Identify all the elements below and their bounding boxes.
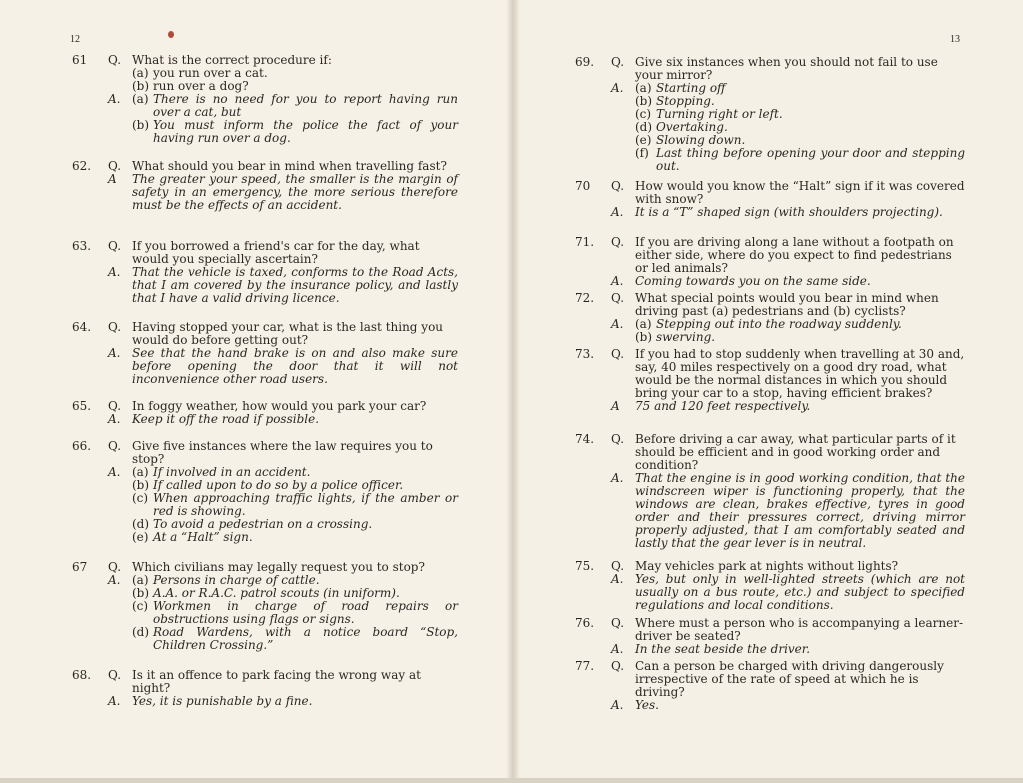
answer-row <box>575 206 965 219</box>
question-row <box>72 54 458 93</box>
answer-body <box>635 643 965 656</box>
answer-label: A. <box>611 274 624 288</box>
sub-text: Workmen in charge of road repairs or obstructions using flags or signs. <box>153 599 458 626</box>
question-text: Which civilians may legally request you to stop? <box>132 560 425 574</box>
sub-letter: (d) <box>132 625 150 639</box>
answer-body <box>132 93 458 145</box>
question-text: Can a person be charged with driving dangerously irrespective of the rate of speed at which he is driving? <box>635 659 944 699</box>
qa-item <box>72 54 458 145</box>
answer-row <box>575 400 965 413</box>
sub-letter: (b) <box>132 586 150 600</box>
question-number: 70 <box>575 179 591 193</box>
sub-letter: (e) <box>635 133 652 147</box>
answer-text: It is a “T” shaped sign (with shoulders projecting). <box>635 205 943 219</box>
answer-spacer <box>72 347 108 386</box>
answer-sub-item <box>132 626 458 652</box>
answer-spacer <box>575 573 611 612</box>
sub-letter: (f) <box>635 146 649 160</box>
sub-text: To avoid a pedestrian on a crossing. <box>153 517 373 531</box>
question-text: What special points would you bear in mind when driving past (a) pedestrians and (b) cyclists? <box>635 291 939 318</box>
page-number-left: 12 <box>70 34 80 45</box>
answer-row <box>575 643 965 656</box>
question-label: Q. <box>611 55 625 69</box>
answer-label: A. <box>108 412 121 426</box>
answer-label: A. <box>611 317 624 331</box>
question-body <box>132 440 458 466</box>
answer-label: A <box>611 399 620 413</box>
answer-spacer <box>72 266 108 305</box>
sub-letter: (c) <box>635 107 652 121</box>
question-row <box>575 433 965 472</box>
answer-body <box>132 574 458 652</box>
answer-spacer <box>72 574 108 652</box>
book-gutter <box>506 0 520 783</box>
qa-item <box>72 321 458 386</box>
sub-letter: (a) <box>132 573 149 587</box>
answer-body <box>635 400 965 413</box>
answer-label: A. <box>108 694 121 708</box>
question-text: What should you bear in mind when travelling fast? <box>132 159 447 173</box>
question-number: 65. <box>72 399 92 413</box>
answer-spacer <box>575 643 611 656</box>
answer-sub-item <box>132 531 458 544</box>
question-text: If you had to stop suddenly when travelling at 30 and, say, 40 miles respectively on a good dry road, what would be the normal distances in which you should bring your car to a stop, having efficient brakes? <box>635 347 965 400</box>
sub-text: Turning right or left. <box>656 107 783 121</box>
answer-label: A. <box>108 346 121 360</box>
answer-text: 75 and 120 feet respectively. <box>635 399 811 413</box>
answer-row <box>72 173 458 212</box>
answer-spacer <box>72 173 108 212</box>
sub-letter: (a) <box>635 317 652 331</box>
answer-sub-item <box>132 492 458 518</box>
answer-sub-item <box>635 331 965 344</box>
question-row <box>72 669 458 695</box>
question-row <box>575 660 965 699</box>
answer-spacer <box>72 466 108 544</box>
answer-text: Yes, it is punishable by a fine. <box>132 694 313 708</box>
answer-row <box>575 699 965 712</box>
question-label: Q. <box>611 291 625 305</box>
page-number-right: 13 <box>950 34 960 45</box>
answer-text: That the engine is in good working condition, that the windscreen wiper is functioning properly, that the windows are clean, brakes effective, tyres in good order and their pressures correct, driving mirror properly adjusted, that I am comfortably seated and lastly that the gear lever is in neutral. <box>635 471 965 550</box>
answer-label: A. <box>611 642 624 656</box>
question-number: 63. <box>72 239 92 253</box>
answer-spacer <box>575 699 611 712</box>
answer-row <box>72 347 458 386</box>
question-row <box>575 236 965 275</box>
sub-text: If called upon to do so by a police officer. <box>153 478 404 492</box>
question-number: 76. <box>575 616 595 630</box>
question-body <box>635 180 965 206</box>
question-number: 72. <box>575 291 595 305</box>
question-text: In foggy weather, how would you park your car? <box>132 399 427 413</box>
answer-label: A. <box>108 265 121 279</box>
question-label: Q. <box>108 320 122 334</box>
sub-text: Last thing before opening your door and stepping out. <box>656 146 965 173</box>
sub-text: Slowing down. <box>656 133 746 147</box>
answer-body <box>132 173 458 212</box>
question-body <box>635 348 965 400</box>
question-label: Q. <box>611 659 625 673</box>
sub-letter: (a) <box>132 92 149 106</box>
answer-text: Yes. <box>635 698 659 712</box>
answer-text: That the vehicle is taxed, conforms to the Road Acts, that I am covered by the insurance policy, and lastly that I have a valid driving licence. <box>132 265 458 305</box>
answer-row <box>575 573 965 612</box>
question-label: Q. <box>108 668 122 682</box>
question-row <box>72 321 458 347</box>
qa-item <box>72 440 458 544</box>
answer-label: A. <box>108 573 121 587</box>
answer-label: A. <box>108 465 121 479</box>
question-text: Give five instances where the law requires you to stop? <box>132 439 433 466</box>
answer-body <box>635 82 965 173</box>
question-label: Q. <box>108 399 122 413</box>
answer-body <box>635 573 965 612</box>
answer-label: A. <box>611 572 624 586</box>
answer-label: A <box>108 172 117 186</box>
question-body <box>132 321 458 347</box>
answer-spacer <box>575 472 611 550</box>
question-row <box>575 56 965 82</box>
qa-item <box>575 433 965 550</box>
question-text: May vehicles park at nights without lights? <box>635 559 899 573</box>
answer-spacer <box>72 93 108 145</box>
question-label: Q. <box>611 179 625 193</box>
sub-text: Road Wardens, with a notice board “Stop, Children Crossing.” <box>153 625 458 652</box>
question-text: Give six instances when you should not fail to use your mirror? <box>635 55 938 82</box>
question-text: What is the correct procedure if: <box>132 53 332 67</box>
qa-item <box>72 400 458 426</box>
question-text: Where must a person who is accompanying a learner-driver be seated? <box>635 616 964 643</box>
answer-body <box>132 347 458 386</box>
right-page <box>512 0 1023 783</box>
sub-letter: (a) <box>132 66 149 80</box>
answer-row <box>72 413 458 426</box>
question-body <box>635 617 965 643</box>
answer-spacer <box>575 400 611 413</box>
sub-text: You must inform the police the fact of your having run over a dog. <box>153 118 458 145</box>
sub-letter: (a) <box>132 465 149 479</box>
answer-body <box>132 466 458 544</box>
answer-spacer <box>575 275 611 288</box>
question-text: If you borrowed a friend's car for the day, what would you specially ascertain? <box>132 239 420 266</box>
answer-sub-item <box>132 600 458 626</box>
sub-text: you run over a cat. <box>153 66 268 80</box>
qa-item <box>72 240 458 305</box>
answer-body <box>635 275 965 288</box>
question-label: Q. <box>611 559 625 573</box>
question-label: Q. <box>108 53 122 67</box>
question-label: Q. <box>611 347 625 361</box>
question-number: 68. <box>72 668 92 682</box>
question-number: 73. <box>575 347 595 361</box>
answer-row <box>72 266 458 305</box>
question-number: 71. <box>575 235 595 249</box>
question-text: Having stopped your car, what is the last thing you would do before getting out? <box>132 320 444 347</box>
sub-text: There is no need for you to report having run over a cat, but <box>153 92 458 119</box>
answer-label: A. <box>108 92 121 106</box>
question-body <box>132 54 458 93</box>
question-row <box>72 240 458 266</box>
answer-sub-item <box>132 93 458 119</box>
sub-letter: (b) <box>132 79 150 93</box>
answer-label: A. <box>611 471 624 485</box>
question-number: 67 <box>72 560 88 574</box>
question-label: Q. <box>108 560 122 574</box>
sub-text: run over a dog? <box>153 79 249 93</box>
answer-row <box>575 275 965 288</box>
sub-text: Persons in charge of cattle. <box>153 573 320 587</box>
question-label: Q. <box>108 439 122 453</box>
sub-text: Stepping out into the roadway suddenly. <box>656 317 902 331</box>
answer-spacer <box>72 413 108 426</box>
sub-text: swerving. <box>656 330 716 344</box>
qa-item <box>72 561 458 652</box>
question-number: 77. <box>575 659 595 673</box>
sub-text: If involved in an accident. <box>153 465 311 479</box>
answer-row <box>72 574 458 652</box>
answer-spacer <box>72 695 108 708</box>
question-text: If you are driving along a lane without a footpath on either side, where do you expect to find pedestrians or led animals? <box>635 235 954 275</box>
answer-row <box>575 318 965 344</box>
answer-text: See that the hand brake is on and also make sure before opening the door that it will not inconvenience other road users. <box>132 346 458 386</box>
sub-text: At a “Halt” sign. <box>153 530 253 544</box>
qa-item <box>575 56 965 173</box>
sub-letter: (e) <box>132 530 149 544</box>
question-row <box>72 440 458 466</box>
answer-body <box>635 318 965 344</box>
qa-item <box>575 180 965 219</box>
answer-text: Coming towards you on the same side. <box>635 274 871 288</box>
question-number: 61 <box>72 53 88 67</box>
answer-body <box>132 413 458 426</box>
answer-body <box>132 695 458 708</box>
sub-text: Stopping. <box>656 94 715 108</box>
answer-text: Yes, but only in well-lighted streets (which are not usually on a bus route, etc.) and subject to specified regulations and local conditions. <box>635 572 965 612</box>
qa-item <box>575 660 965 712</box>
sub-text: When approaching traffic lights, if the amber or red is showing. <box>153 491 458 518</box>
answer-row <box>72 695 458 708</box>
answer-body <box>635 206 965 219</box>
answer-body <box>635 699 965 712</box>
question-text: Before driving a car away, what particular parts of it should be efficient and in good working order and condition? <box>635 432 956 472</box>
answer-row <box>72 93 458 145</box>
sub-letter: (b) <box>635 330 653 344</box>
qa-item <box>575 292 965 344</box>
question-body <box>635 433 965 472</box>
question-row <box>575 617 965 643</box>
ink-blot <box>168 31 174 38</box>
answer-row <box>575 82 965 173</box>
question-body <box>635 56 965 82</box>
answer-row <box>72 466 458 544</box>
question-body <box>635 236 965 275</box>
question-row <box>575 348 965 400</box>
sub-letter: (b) <box>635 94 653 108</box>
sub-letter: (d) <box>635 120 653 134</box>
question-row <box>575 292 965 318</box>
answer-label: A. <box>611 698 624 712</box>
qa-item <box>72 160 458 212</box>
qa-item <box>72 669 458 708</box>
answer-body <box>132 266 458 305</box>
question-body <box>132 240 458 266</box>
answer-sub-item <box>635 147 965 173</box>
sub-letter: (c) <box>132 491 149 505</box>
question-number: 74. <box>575 432 595 446</box>
sub-letter: (b) <box>132 118 150 132</box>
qa-item <box>575 348 965 413</box>
qa-item <box>575 236 965 288</box>
answer-label: A. <box>611 81 624 95</box>
answer-text: Keep it off the road if possible. <box>132 412 320 426</box>
page-edge <box>0 778 1023 783</box>
answer-text: The greater your speed, the smaller is the margin of safety in an emergency, the more serious therefore must be the effects of an accident. <box>132 172 458 212</box>
question-number: 69. <box>575 55 595 69</box>
sub-text: A.A. or R.A.C. patrol scouts (in uniform). <box>153 586 400 600</box>
answer-spacer <box>575 82 611 173</box>
question-row <box>575 180 965 206</box>
question-label: Q. <box>611 235 625 249</box>
question-text: Is it an offence to park facing the wrong way at night? <box>132 668 421 695</box>
question-text: How would you know the “Halt” sign if it was covered with snow? <box>635 179 965 206</box>
question-label: Q. <box>611 432 625 446</box>
sub-letter: (a) <box>635 81 652 95</box>
question-number: 75. <box>575 559 595 573</box>
answer-spacer <box>575 206 611 219</box>
answer-label: A. <box>611 205 624 219</box>
answer-text: In the seat beside the driver. <box>635 642 811 656</box>
answer-sub-item <box>132 119 458 145</box>
question-body <box>635 660 965 699</box>
question-number: 62. <box>72 159 92 173</box>
sub-letter: (c) <box>132 599 149 613</box>
question-number: 64. <box>72 320 92 334</box>
sub-text: Overtaking. <box>656 120 728 134</box>
sub-text: Starting off <box>656 81 726 95</box>
question-body <box>635 292 965 318</box>
question-label: Q. <box>611 616 625 630</box>
question-number: 66. <box>72 439 92 453</box>
question-label: Q. <box>108 239 122 253</box>
question-label: Q. <box>108 159 122 173</box>
qa-item <box>575 560 965 612</box>
sub-letter: (d) <box>132 517 150 531</box>
answer-body <box>635 472 965 550</box>
answer-spacer <box>575 318 611 344</box>
qa-item <box>575 617 965 656</box>
sub-letter: (b) <box>132 478 150 492</box>
question-body <box>132 669 458 695</box>
answer-row <box>575 472 965 550</box>
